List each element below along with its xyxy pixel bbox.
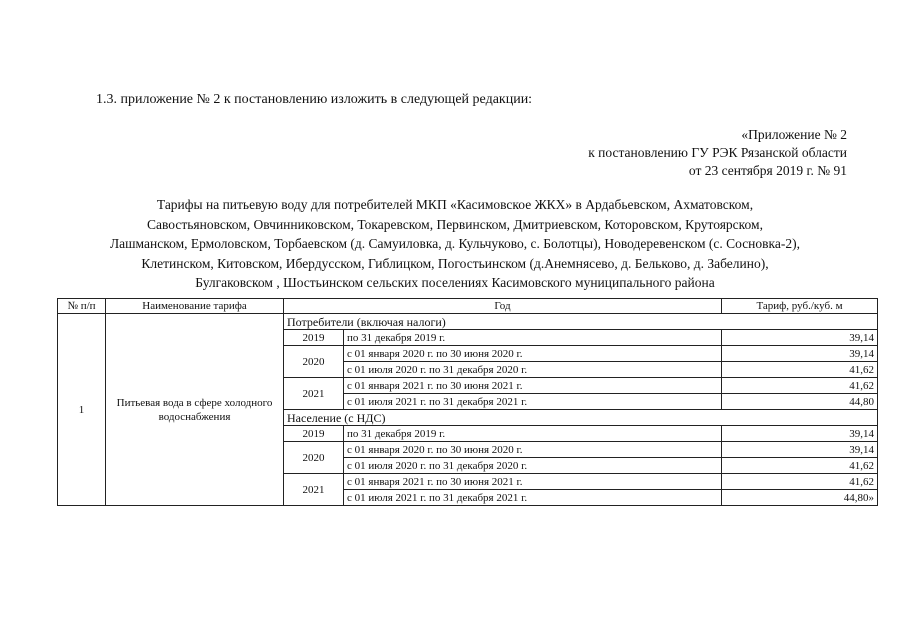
tariff-name: Питьевая вода в сфере холодного водоснабжения bbox=[106, 314, 284, 506]
period-cell: по 31 декабря 2019 г. bbox=[344, 330, 722, 346]
heading-line: Савостьяновском, Овчинниковском, Токаревском, Первинском, Дмитриевском, Которовском, Крутоярском, bbox=[147, 216, 763, 232]
header-name: Наименование тарифа bbox=[106, 299, 284, 314]
tariff-value: 41,62 bbox=[722, 378, 878, 394]
period-cell: с 01 января 2021 г. по 30 июня 2021 г. bbox=[344, 474, 722, 490]
group-label: Потребители (включая налоги) bbox=[284, 314, 878, 330]
appendix-line: к постановлению ГУ РЭК Рязанской области bbox=[588, 145, 847, 160]
period-cell: с 01 января 2020 г. по 30 июня 2020 г. bbox=[344, 346, 722, 362]
tariff-value: 41,62 bbox=[722, 458, 878, 474]
period-cell: с 01 января 2020 г. по 30 июня 2020 г. bbox=[344, 442, 722, 458]
tariff-value: 39,14 bbox=[722, 330, 878, 346]
group-label: Население (с НДС) bbox=[284, 410, 878, 426]
year-cell: 2021 bbox=[284, 378, 344, 410]
header-num: № п/п bbox=[58, 299, 106, 314]
period-cell: с 01 июля 2021 г. по 31 декабря 2021 г. bbox=[344, 394, 722, 410]
document-heading bbox=[40, 195, 870, 293]
tariff-value: 39,14 bbox=[722, 442, 878, 458]
heading-line: Булгаковском , Шостьинском сельских поселениях Касимовского муниципального района bbox=[195, 275, 715, 290]
row-number: 1 bbox=[58, 314, 106, 506]
tariff-value: 39,14 bbox=[722, 346, 878, 362]
header-year: Год bbox=[284, 299, 722, 314]
heading-line: Тарифы на питьевую воду для потребителей МКП «Касимовское ЖКХ» в Ардабьевском, Ахматовском, bbox=[156, 197, 754, 212]
year-cell: 2021 bbox=[284, 474, 344, 506]
year-cell: 2019 bbox=[284, 426, 344, 442]
appendix-reference bbox=[588, 126, 847, 180]
group-row bbox=[58, 314, 878, 330]
intro-paragraph: 1.3. приложение № 2 к постановлению изложить в следующей редакции: bbox=[96, 92, 533, 107]
tariff-value: 41,62 bbox=[722, 474, 878, 490]
period-cell: с 01 июля 2021 г. по 31 декабря 2021 г. bbox=[344, 490, 722, 506]
tariff-value: 44,80» bbox=[722, 490, 878, 506]
period-cell: с 01 июля 2020 г. по 31 декабря 2020 г. bbox=[344, 362, 722, 378]
year-cell: 2020 bbox=[284, 442, 344, 474]
tariff-value: 41,62 bbox=[722, 362, 878, 378]
tariff-table bbox=[57, 298, 878, 506]
header-tariff: Тариф, руб./куб. м bbox=[722, 299, 878, 314]
appendix-line: «Приложение № 2 bbox=[741, 127, 847, 142]
year-cell: 2020 bbox=[284, 346, 344, 378]
heading-line: Клетинском, Китовском, Ибердусском, Гиблицком, Погостьинском (д.Анемнясево, д. Бельково, д. Забелино), bbox=[141, 255, 769, 271]
heading-line: Лашманском, Ермоловском, Торбаевском (д. Самуиловка, д. Кульчуково, с. Болотцы), Новодеревенском (с. Сосновка-2), bbox=[110, 236, 800, 251]
period-cell: по 31 декабря 2019 г. bbox=[344, 426, 722, 442]
appendix-line: от 23 сентября 2019 г. № 91 bbox=[688, 163, 847, 178]
period-cell: с 01 июля 2020 г. по 31 декабря 2020 г. bbox=[344, 458, 722, 474]
period-cell: с 01 января 2021 г. по 30 июня 2021 г. bbox=[344, 378, 722, 394]
tariff-value: 39,14 bbox=[722, 426, 878, 442]
year-cell: 2019 bbox=[284, 330, 344, 346]
table-header-row bbox=[58, 299, 878, 314]
tariff-value: 44,80 bbox=[722, 394, 878, 410]
